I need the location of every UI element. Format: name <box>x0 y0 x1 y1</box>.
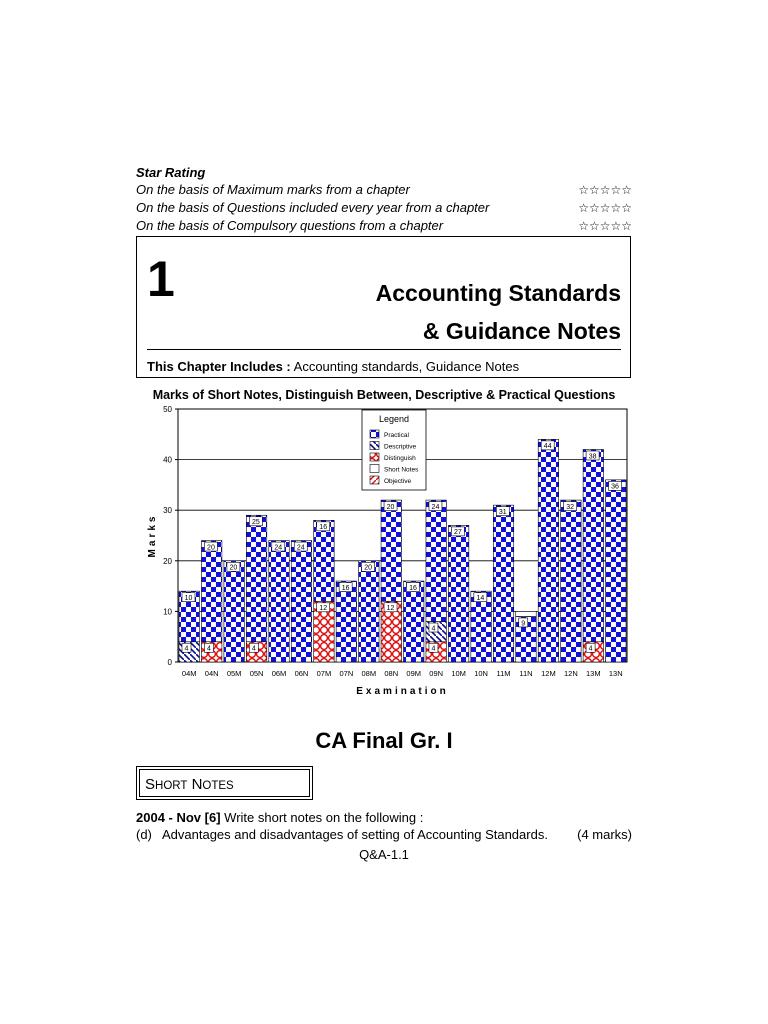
question-year: 2004 - Nov [6] <box>136 810 221 825</box>
x-tick-label: 12N <box>563 669 578 678</box>
question-marks: (4 marks) <box>577 827 632 842</box>
chapter-divider <box>147 349 621 350</box>
data-label: 31 <box>498 508 507 516</box>
x-tick-label: 13M <box>586 669 601 678</box>
sn-hort: HORT <box>155 780 188 792</box>
y-axis-title: Marks <box>147 513 158 558</box>
bar-segment <box>314 520 334 601</box>
y-tick-label: 10 <box>163 607 172 617</box>
chapter-includes <box>147 359 519 374</box>
question-item <box>136 827 632 842</box>
bar-segment <box>359 561 379 662</box>
chapter-includes-label: This Chapter Includes : <box>147 359 291 374</box>
data-label: 4 <box>251 645 256 653</box>
data-label: 20 <box>207 544 215 552</box>
bar-segment <box>269 541 289 662</box>
star-rating-title: Star Rating <box>136 165 206 180</box>
data-label: 4 <box>206 645 211 653</box>
bar-segment <box>201 541 221 642</box>
data-label: 25 <box>251 519 260 527</box>
x-tick-label: 04N <box>204 669 219 678</box>
bar-segment <box>561 500 581 662</box>
chart-title: Marks of Short Notes, Distinguish Between, Descriptive & Practical Questions <box>152 388 616 402</box>
legend-label: Objective <box>384 478 412 485</box>
x-tick-label: 05M <box>226 669 242 678</box>
section-heading: CA Final Gr. I <box>315 728 453 753</box>
x-tick-label: 05N <box>249 669 264 678</box>
data-label: 9 <box>521 620 526 628</box>
legend-label: Practical <box>384 432 409 439</box>
x-tick-label: 09N <box>429 669 444 678</box>
star-row <box>136 217 632 235</box>
bar-segment <box>336 581 356 662</box>
data-label: 20 <box>364 564 372 572</box>
sn-n: N <box>191 776 203 793</box>
data-label: 10 <box>184 594 193 602</box>
y-tick-label: 30 <box>163 506 172 516</box>
chapter-title-line2: & Guidance Notes <box>422 318 621 344</box>
marks-chart <box>136 402 632 702</box>
chapter-number: 1 <box>147 251 175 307</box>
x-tick-label: 08N <box>384 669 399 678</box>
sn-s: S <box>145 776 156 793</box>
bar-segment <box>493 505 513 662</box>
legend-swatch <box>370 442 379 450</box>
x-tick-label: 04M <box>181 669 197 678</box>
bar-segment <box>291 541 311 662</box>
bar-segment <box>538 439 558 662</box>
y-tick-label: 20 <box>163 556 172 566</box>
data-label: 36 <box>611 483 619 491</box>
star-row <box>136 181 632 199</box>
chapter-title <box>376 274 621 350</box>
y-tick-label: 40 <box>163 455 172 465</box>
star-icons: ☆☆☆☆☆ <box>578 219 632 233</box>
x-tick-label: 07N <box>339 669 354 678</box>
x-tick-label: 12M <box>541 669 556 678</box>
bar-segment <box>224 561 244 662</box>
x-tick-label: 07M <box>316 669 332 678</box>
bar-segment <box>516 611 536 616</box>
legend-swatch <box>370 430 379 438</box>
bar-segment <box>246 515 266 642</box>
data-label: 44 <box>543 443 552 451</box>
short-notes-box <box>136 766 313 800</box>
data-label: 20 <box>229 564 238 572</box>
x-axis-title: Examination <box>356 686 449 697</box>
star-icons: ☆☆☆☆☆ <box>578 183 632 197</box>
data-label: 4 <box>431 645 436 653</box>
chapter-title-line1: Accounting Standards <box>375 280 621 306</box>
question-intro <box>136 810 423 825</box>
bar-segment <box>606 480 626 662</box>
star-row <box>136 199 632 217</box>
x-tick-label: 06N <box>294 669 309 678</box>
bar-segment <box>381 500 401 601</box>
bar-segment <box>448 525 468 662</box>
data-label: 24 <box>274 544 283 552</box>
data-label: 16 <box>409 584 417 592</box>
chart-legend <box>362 410 426 490</box>
data-label: 4 <box>184 645 189 653</box>
legend-swatch <box>370 453 379 461</box>
data-label: 12 <box>319 605 328 613</box>
legend-label: Descriptive <box>384 443 417 451</box>
data-label: 24 <box>431 503 440 511</box>
star-rating <box>136 164 632 235</box>
x-tick-label: 08M <box>361 669 377 678</box>
x-tick-label: 10N <box>474 669 488 678</box>
bar-segment <box>404 581 424 662</box>
question-item-text: Advantages and disadvantages of setting of Accounting Standards. <box>162 827 548 842</box>
data-label: 16 <box>341 584 350 592</box>
y-tick-label: 50 <box>163 405 172 414</box>
star-row-label: On the basis of Compulsory questions from a chapter <box>136 218 444 233</box>
data-label: 38 <box>588 453 597 461</box>
chapter-header-box <box>136 236 631 378</box>
sn-otes: OTES <box>202 780 234 792</box>
data-label: 20 <box>386 503 395 511</box>
legend-swatch <box>370 465 379 473</box>
chapter-includes-text: Accounting standards, Guidance Notes <box>293 359 520 374</box>
x-tick-label: 09M <box>406 669 422 678</box>
x-tick-label: 11N <box>519 669 533 678</box>
data-label: 16 <box>319 524 328 532</box>
data-label: 4 <box>431 625 436 633</box>
legend-swatch <box>370 476 379 484</box>
data-label: 12 <box>386 605 395 613</box>
bar-segment <box>426 500 446 621</box>
question-item-label: (d) <box>136 827 152 842</box>
data-label: 14 <box>476 594 485 602</box>
data-label: 4 <box>588 645 593 653</box>
star-icons: ☆☆☆☆☆ <box>578 201 632 215</box>
x-tick-label: 06M <box>271 669 287 678</box>
star-row-label: On the basis of Questions included every year from a chapter <box>136 200 490 215</box>
page-number: Q&A-1.1 <box>359 847 409 862</box>
legend-label: Short Notes <box>384 466 419 474</box>
y-tick-label: 0 <box>167 658 172 667</box>
star-row-label: On the basis of Maximum marks from a chapter <box>136 182 410 197</box>
question-intro-text: Write short notes on the following : <box>220 810 424 825</box>
data-label: 32 <box>566 503 575 511</box>
bar-segment <box>583 449 603 641</box>
x-tick-label: 10M <box>451 669 466 678</box>
data-label: 24 <box>296 544 305 552</box>
legend-title: Legend <box>378 414 410 424</box>
short-notes-label <box>145 776 234 793</box>
legend-label: Distinguish <box>384 455 416 462</box>
x-tick-label: 11M <box>496 669 511 678</box>
data-label: 27 <box>454 529 462 537</box>
x-tick-label: 13N <box>608 669 623 678</box>
